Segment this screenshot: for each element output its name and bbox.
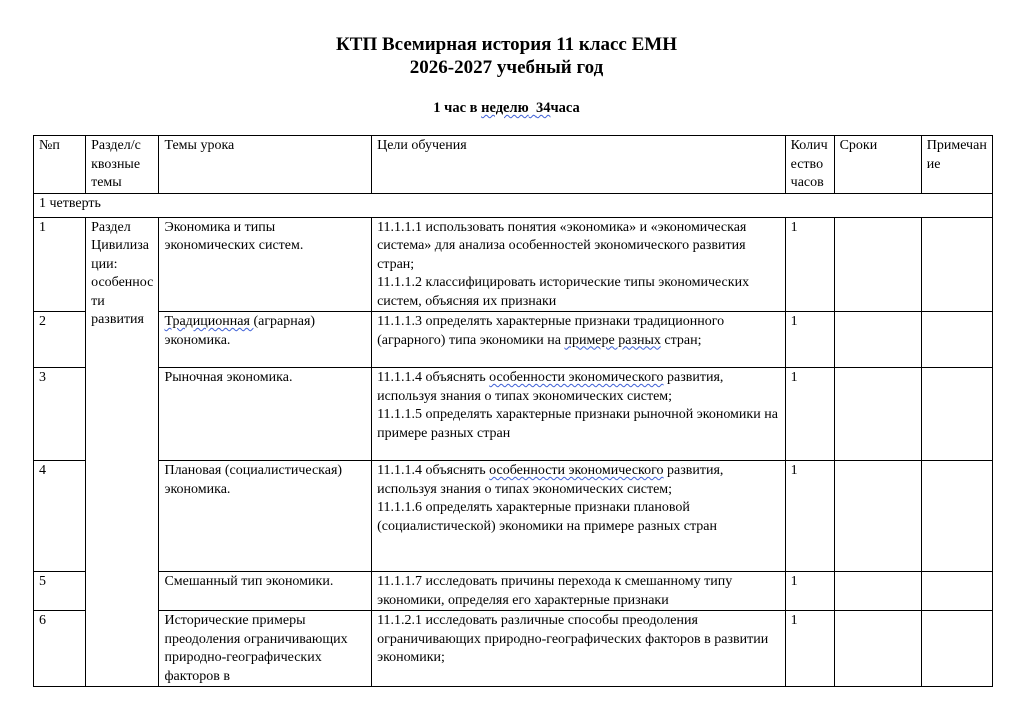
row-num: 6	[34, 611, 86, 687]
goal-item	[377, 369, 781, 406]
row-hours: 1	[785, 461, 834, 572]
goal-part: стран;	[660, 332, 702, 348]
row-goals: 11.1.1.7 исследовать причины перехода к смешанному типу экономики, определяя его характерные признаки	[372, 572, 786, 611]
row-goals	[372, 368, 786, 461]
plan-table	[33, 135, 993, 687]
hours-per-week	[0, 99, 1013, 117]
row-goals	[372, 312, 786, 368]
table-row	[34, 312, 993, 368]
row-term	[834, 461, 921, 572]
goal-part: развития, используя знания о типах экономических систем;	[377, 370, 724, 404]
row-topic	[159, 312, 372, 368]
goal-part: 11.1.1.4 объяснять	[377, 370, 490, 385]
row-hours: 1	[785, 368, 834, 461]
row-num: 1	[34, 217, 86, 312]
row-note	[921, 572, 992, 611]
hours-gap	[529, 100, 536, 116]
table-row	[34, 572, 993, 611]
document-title: КТП Всемирная история 11 класс ЕМН	[336, 34, 677, 55]
row-num: 4	[34, 461, 86, 572]
goal-part: особенности экономического	[489, 463, 664, 478]
row-topic: Плановая (социалистическая) экономика.	[159, 461, 372, 572]
row-hours: 1	[785, 572, 834, 611]
hours-total: 34	[535, 100, 551, 116]
row-note	[921, 368, 992, 461]
goal-item: 11.1.1.5 определять характерные признаки рыночной экономики на примере разных стран	[377, 407, 778, 441]
goal-item: 11.1.1.2 классифицировать исторические типы экономических систем, объясняя их признаки	[377, 275, 750, 309]
row-hours: 1	[785, 312, 834, 368]
header-num: №п	[34, 136, 86, 194]
hours-suffix: часа	[550, 100, 580, 116]
row-note	[921, 461, 992, 572]
row-topic: Рыночная экономика.	[159, 368, 372, 461]
quarter-row	[34, 193, 993, 217]
table-row	[34, 217, 993, 312]
header-term: Сроки	[834, 136, 921, 194]
row-num: 2	[34, 312, 86, 368]
goal-part: 11.1.1.4 объяснять	[377, 463, 490, 478]
table-row	[34, 461, 993, 572]
row-topic: Экономика и типы экономических систем.	[159, 217, 372, 312]
row-goals: 11.1.2.1 исследовать различные способы преодоления ограничивающих природно-географических факторов в развитии экономики;	[372, 611, 786, 687]
row-hours: 1	[785, 217, 834, 312]
goal-item: 11.1.1.6 определять характерные признаки плановой (социалистической) экономики на примере разных стран	[377, 500, 717, 534]
row-term	[834, 611, 921, 687]
header-hours: Количество часов	[785, 136, 834, 194]
row-note	[921, 312, 992, 368]
hours-prefix: 1 час в	[433, 100, 482, 116]
goal-item: 11.1.1.1 использовать понятия «экономика» и «экономическая система» для анализа особенностей экономического развития стран;	[377, 219, 747, 272]
header-note: Примечание	[921, 136, 992, 194]
row-hours: 1	[785, 611, 834, 687]
goal-part: примере разных	[564, 332, 661, 348]
table-row	[34, 368, 993, 461]
row-goals	[372, 461, 786, 572]
academic-year: 2026-2027 учебный год	[409, 57, 604, 78]
row-num: 5	[34, 572, 86, 611]
row-topic: Исторические примеры преодоления ограничивающих природно-географических факторов в	[159, 611, 372, 687]
header-topic: Темы урока	[159, 136, 372, 194]
quarter-label: 1 четверть	[34, 193, 993, 217]
hours-week-word: неделю	[481, 100, 529, 116]
section-cell: Раздел Цивилизации: особенности развития	[86, 217, 159, 687]
goal-part: развития, используя знания о типах экономических систем;	[377, 463, 724, 497]
row-note	[921, 611, 992, 687]
topic-part: Традиционная	[164, 314, 254, 329]
row-note	[921, 217, 992, 312]
header-section: Раздел/с квозные темы	[86, 136, 159, 194]
row-term	[834, 368, 921, 461]
row-num: 3	[34, 368, 86, 461]
goal-part: 11.1.1.3 определять характерные признаки традиционного (аграрного) типа экономики на	[377, 314, 725, 348]
row-goals	[372, 217, 786, 312]
row-term	[834, 572, 921, 611]
table-header-row	[34, 136, 993, 194]
topic-part: (аграрная) экономика.	[164, 314, 316, 348]
hours-week-text	[481, 100, 550, 116]
goal-part: особенности экономического	[489, 370, 664, 385]
row-topic: Смешанный тип экономики.	[159, 572, 372, 611]
table-row	[34, 611, 993, 687]
header-goals: Цели обучения	[372, 136, 786, 194]
row-term	[834, 312, 921, 368]
goal-item	[377, 462, 781, 499]
row-term	[834, 217, 921, 312]
